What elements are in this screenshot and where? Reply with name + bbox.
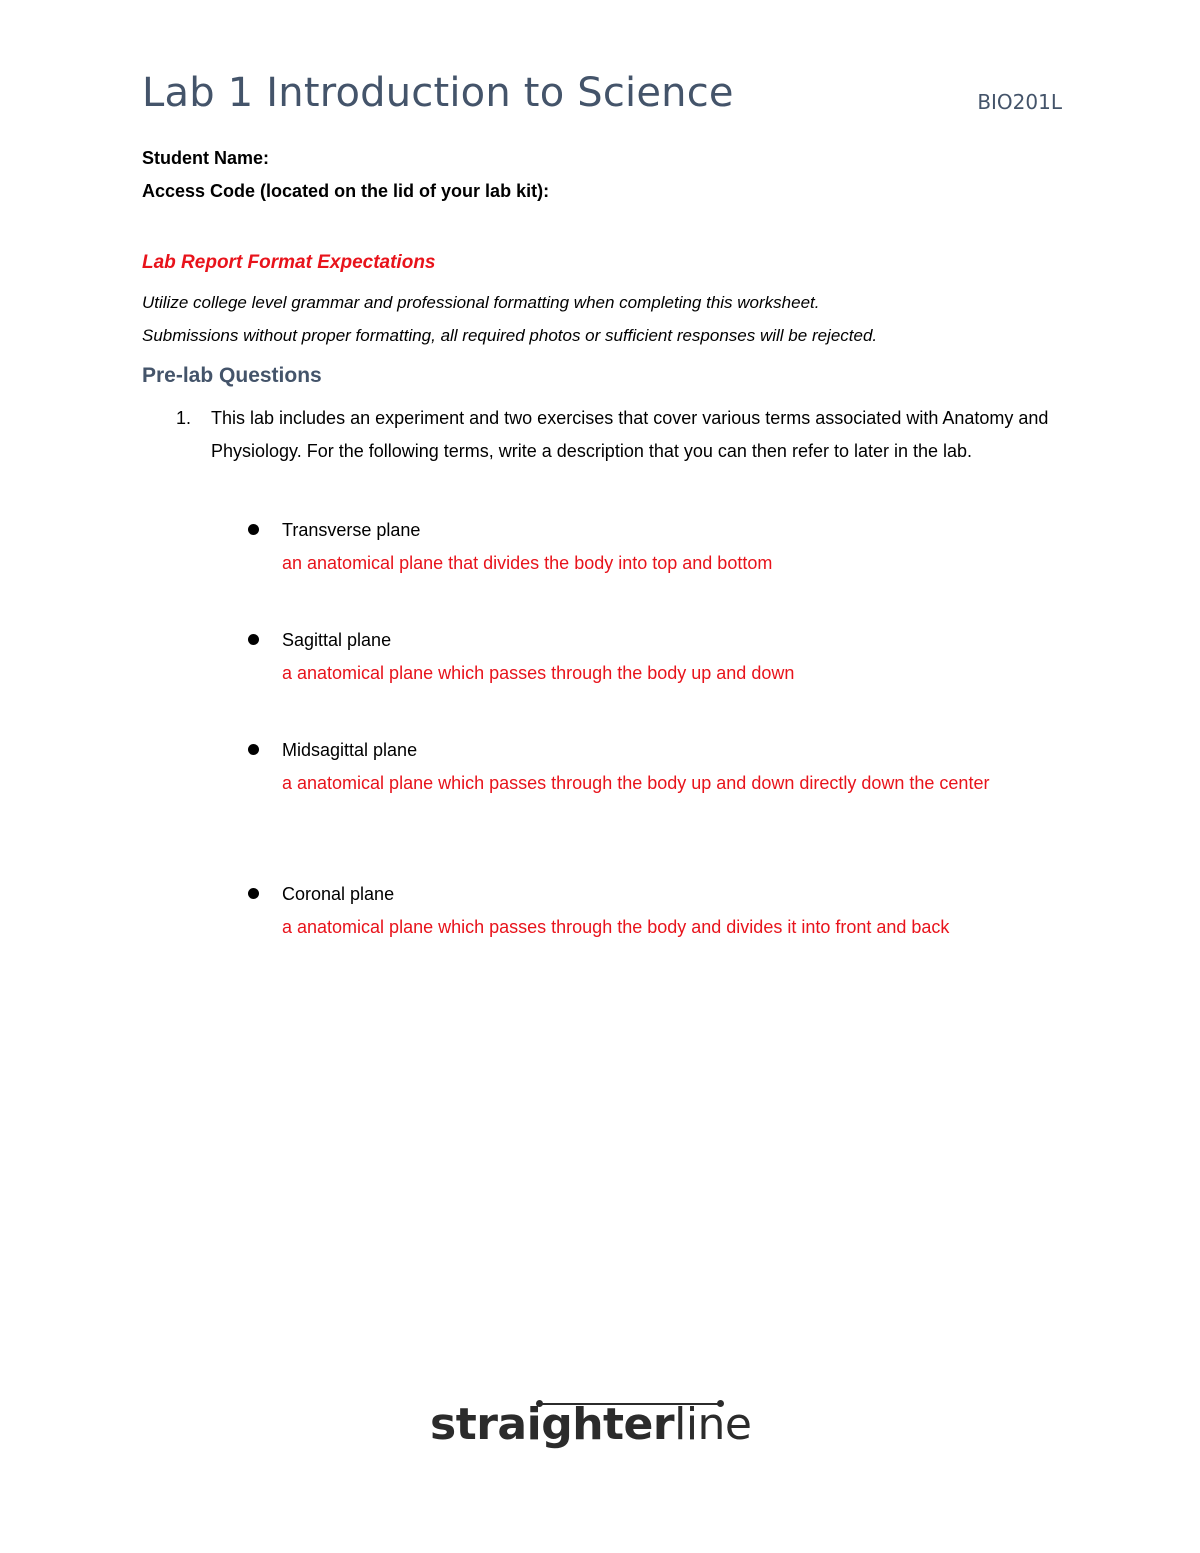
term-label: Coronal plane (282, 884, 395, 904)
list-item (248, 624, 1048, 734)
format-instructions (142, 286, 877, 352)
prelab-heading: Pre-lab Questions (142, 364, 322, 387)
term-label: Midsagittal plane (282, 740, 418, 760)
document-title: Lab 1 Introduction to Science (142, 70, 734, 116)
logo-bold-text: straighter (430, 1399, 675, 1450)
term-label: Sagittal plane (282, 630, 392, 650)
list-item (248, 878, 1048, 944)
instruction-line: Submissions without proper formatting, all required photos or sufficient responses will be rejected. (142, 326, 878, 345)
term-answer[interactable]: a anatomical plane which passes through the body and divides it into front and back (282, 917, 950, 937)
course-code: BIO201L (977, 90, 1062, 114)
term-answer[interactable]: an anatomical plane that divides the body into top and bottom (282, 553, 773, 573)
format-expectations-heading: Lab Report Format Expectations (142, 252, 436, 273)
instruction-line: Utilize college level grammar and professional formatting when completing this worksheet. (142, 293, 820, 312)
bullet-icon (248, 634, 259, 645)
bullet-icon (248, 744, 259, 755)
logo-wordmark (430, 1399, 752, 1450)
student-name-label: Student Name: (142, 148, 270, 168)
term-label: Transverse plane (282, 520, 421, 540)
student-info (142, 142, 549, 208)
access-code-label: Access Code (located on the lid of your lab kit): (142, 181, 550, 201)
document-header (142, 70, 1062, 126)
bullet-icon (248, 888, 259, 899)
question-1 (176, 402, 1056, 468)
term-answer[interactable]: a anatomical plane which passes through the body up and down directly down the center (282, 773, 990, 793)
bullet-icon (248, 524, 259, 535)
question-text: This lab includes an experiment and two exercises that cover various terms associated with Anatomy and Physiology. For the following terms, write a description that you can then refer to later in the lab. (211, 408, 1049, 461)
straighterline-logo (430, 1395, 760, 1465)
question-number: 1. (176, 408, 192, 428)
list-item (248, 734, 1048, 878)
logo-light-text: line (674, 1399, 752, 1450)
term-list (248, 514, 1048, 944)
term-answer[interactable]: a anatomical plane which passes through the body up and down (282, 663, 795, 683)
list-item (248, 514, 1048, 624)
